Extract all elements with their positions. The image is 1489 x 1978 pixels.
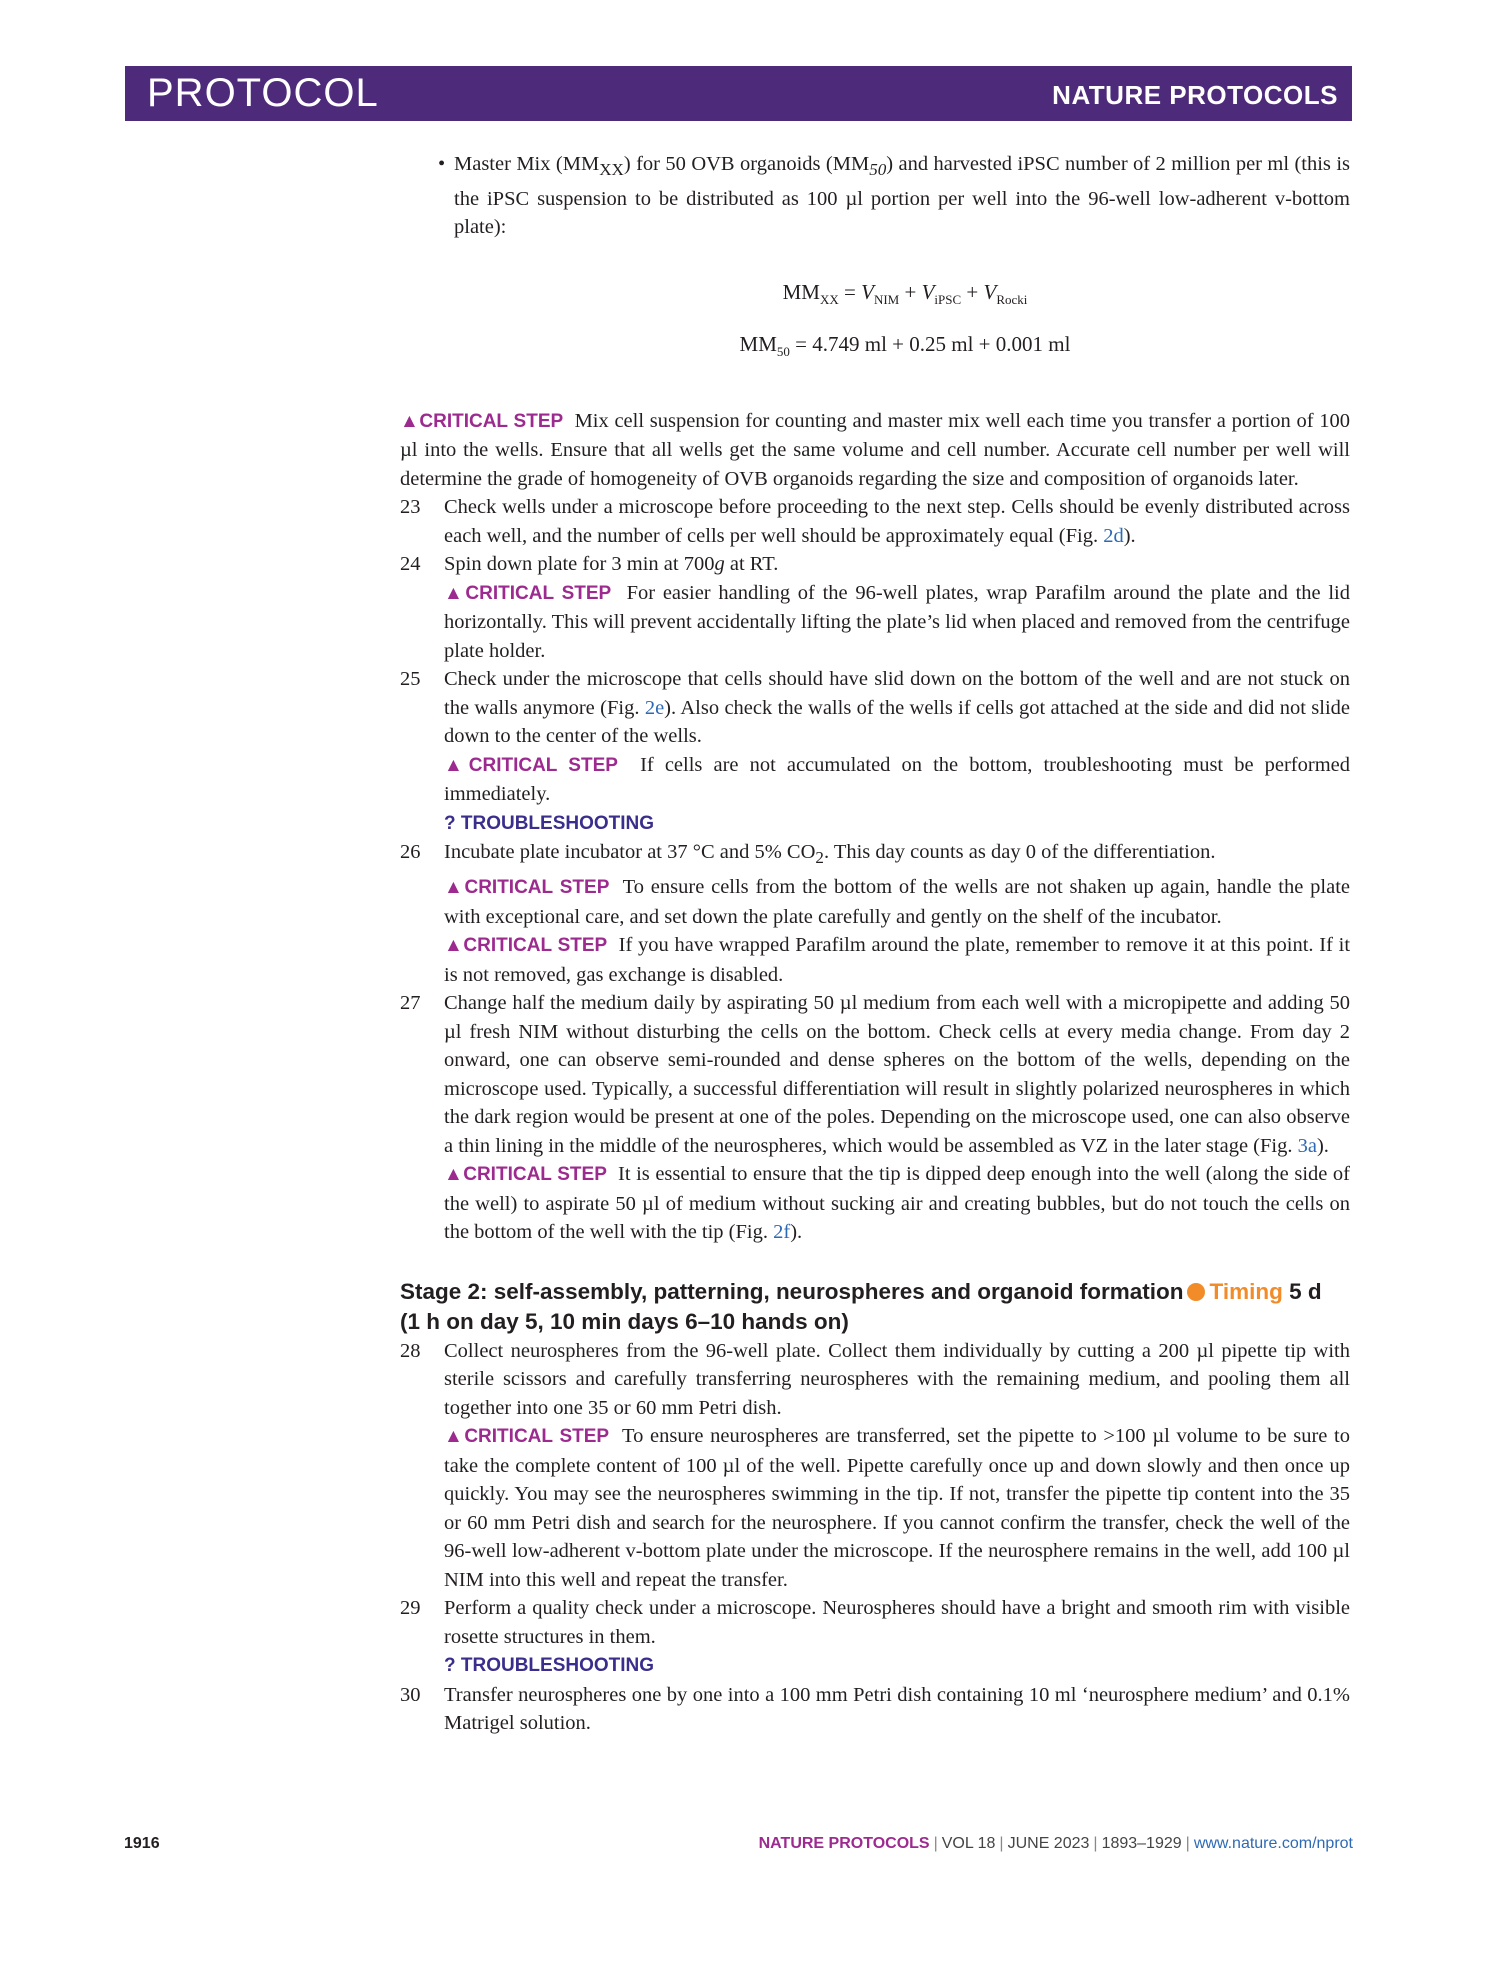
bullet-dot-icon: • [438, 153, 446, 175]
step-29: 29 Perform a quality check under a microscope. Neurospheres should have a bright and smooth rim with visible rosette structures in them. ? TROUBLESHOOTING [400, 1597, 1350, 1677]
critical-step-label: ▲CRITICAL STEP [444, 754, 618, 776]
step-25: 25 Check under the microscope that cells should have slid down on the bottom of the well and are not stuck on the walls anymore (Fig. 2e). Also check the walls of the wells if cells got attached at the side and did not slide down to the center of the wells. ▲CRITICAL STEP If cells are not accumulated on the bottom, troubleshooting must be performed immediately. ? TROUBLESHOOTING [400, 668, 1350, 834]
journal-name: NATURE PROTOCOLS [1052, 80, 1338, 110]
step-23: 23 Check wells under a microscope before proceeding to the next step. Cells should be evenly distributed across each well, and the number of cells per well should be approximately equal (Fig. 2d). [400, 496, 1350, 547]
section-label: PROTOCOL [147, 71, 379, 115]
troubleshooting-label[interactable]: ? TROUBLESHOOTING [444, 1655, 655, 1677]
critical-step-label: ▲CRITICAL STEP [444, 582, 612, 604]
master-mix-bullet: • Master Mix $(MM_{XX})$ for 50 OVB organoids $(MM_{50})$ and harvested iPSC number of 2 million per ml (this is the iPSC suspension to be distributed as 100 µl portion per well into the 96-well low-adherent v-bottom plate): [400, 150, 1350, 242]
troubleshooting-label[interactable]: ? TROUBLESHOOTING [444, 812, 655, 834]
critical-step-label: ▲CRITICAL STEP [444, 1164, 607, 1186]
critical-step-label: ▲CRITICAL STEP [400, 410, 564, 432]
fig-2d-link[interactable]: 2d [1103, 524, 1124, 547]
fig-3a-link[interactable]: 3a [1297, 1134, 1317, 1157]
critical-step-label: ▲CRITICAL STEP [444, 877, 610, 899]
stage-2-heading: Stage 2: self-assembly, patterning, neurospheres and organoid formation Timing 5 d (1 h on day 5, 10 min days 6–10 hands on) [400, 1278, 1322, 1334]
fig-2e-link[interactable]: 2e [644, 696, 665, 719]
step-24: 24 Spin down plate for 3 min at 700g at RT. ▲CRITICAL STEP For easier handling of the 96-well plates, wrap Parafilm around the plate and the lid horizontally. This will prevent accidentally lifting the plate’s lid when placed and removed from the centrifuge plate holder. [400, 553, 1350, 662]
step-27: 27 Change half the medium daily by aspirating 50 µl medium from each well with a micropipette and adding 50 µl fresh NIM without disturbing the cells on the bottom. Check cells at every media change. From day 2 onward, one can observe semi-rounded and dense spheres on the bottom of the wells, depending on the microscope used. Typically, a successful differentiation will result in slightly polarized neurospheres in which the dark region would be present at one of the poles. Depending on the microscope used, one can also observe a thin lining in the middle of the neurospheres, which would be assembled as VZ in the later stage (Fig. 3a). ▲CRITICAL STEP It is essential to ensure that the tip is dipped deep enough into the well (along the side of the well) to aspirate 50 µl of medium without sucking air and creating bubbles, but do not touch the cells on the bottom of the well with the tip (Fig. 2f). [400, 992, 1350, 1244]
step-28: 28 Collect neurospheres from the 96-well plate. Collect them individually by cutting a 200 µl pipette tip with sterile scissors and carefully transferring neurospheres with the remaining medium, and pooling them all together into one 35 or 60 mm Petri dish. ▲CRITICAL STEP To ensure neurospheres are transferred, set the pipette to >100 µl volume to be sure to take the complete content of 100 µl of the well. Pipette carefully once up and down slowly and then once up quickly. You may see the neurospheres swimming in the tip. If not, transfer the pipette tip content into the 35 or 60 mm Petri dish and search for the neurosphere. If you cannot confirm the transfer, check the well of the 96-well low-adherent v-bottom plate under the microscope. If the neurosphere remains in the well, add 100 µl NIM into this well and repeat the transfer. [400, 1339, 1350, 1591]
header-bar [125, 66, 1352, 121]
timing-icon [1187, 1283, 1205, 1301]
footer-citation: NATURE PROTOCOLS | VOL 18 | JUNE 2023 | 1893–1929 | www.nature.com/nprot [758, 1835, 1353, 1852]
formula-mm50: $MM_{50} = 4.749$ ml + 0.25 ml + 0.001 ml [739, 332, 1071, 360]
critical-step-label: ▲CRITICAL STEP [444, 935, 608, 957]
main-content [400, 150, 1350, 1738]
formula-mmxx: $MM_{XX} = V_{NIM} + V_{iPSC} + V_{Rocki}$ [782, 279, 1028, 307]
journal-url-link[interactable]: www.nature.com/nprot [1193, 1835, 1353, 1852]
page-number: 1916 [124, 1835, 160, 1852]
critical-step-label: ▲CRITICAL STEP [444, 1426, 610, 1448]
fig-2f-link[interactable]: 2f [773, 1221, 791, 1244]
critical-step-intro: ▲CRITICAL STEP Mix cell suspension for counting and master mix well each time you transfer a portion of 100 µl into the wells. Ensure that all wells get the same volume and cell number. Accurate cell number per well will determine the grade of homogeneity of OVB organoids regarding the size and composition of organoids later. [400, 409, 1351, 490]
step-30: 30 Transfer neurospheres one by one into a 100 mm Petri dish containing 10 ml ‘neurosphere medium’ and 0.1% Matrigel solution. [400, 1683, 1350, 1735]
step-26: 26 Incubate plate incubator at 37 °C and 5% $CO_2$. This day counts as day 0 of the differentiation. ▲CRITICAL STEP To ensure cells from the bottom of the wells are not shaken up again, handle the plate with exceptional care, and set down the plate carefully and gently on the shelf of the incubator. ▲CRITICAL STEP If you have wrapped Parafilm around the plate, remember to remove it at this point. If it is not removed, gas exchange is disabled. [400, 841, 1351, 986]
